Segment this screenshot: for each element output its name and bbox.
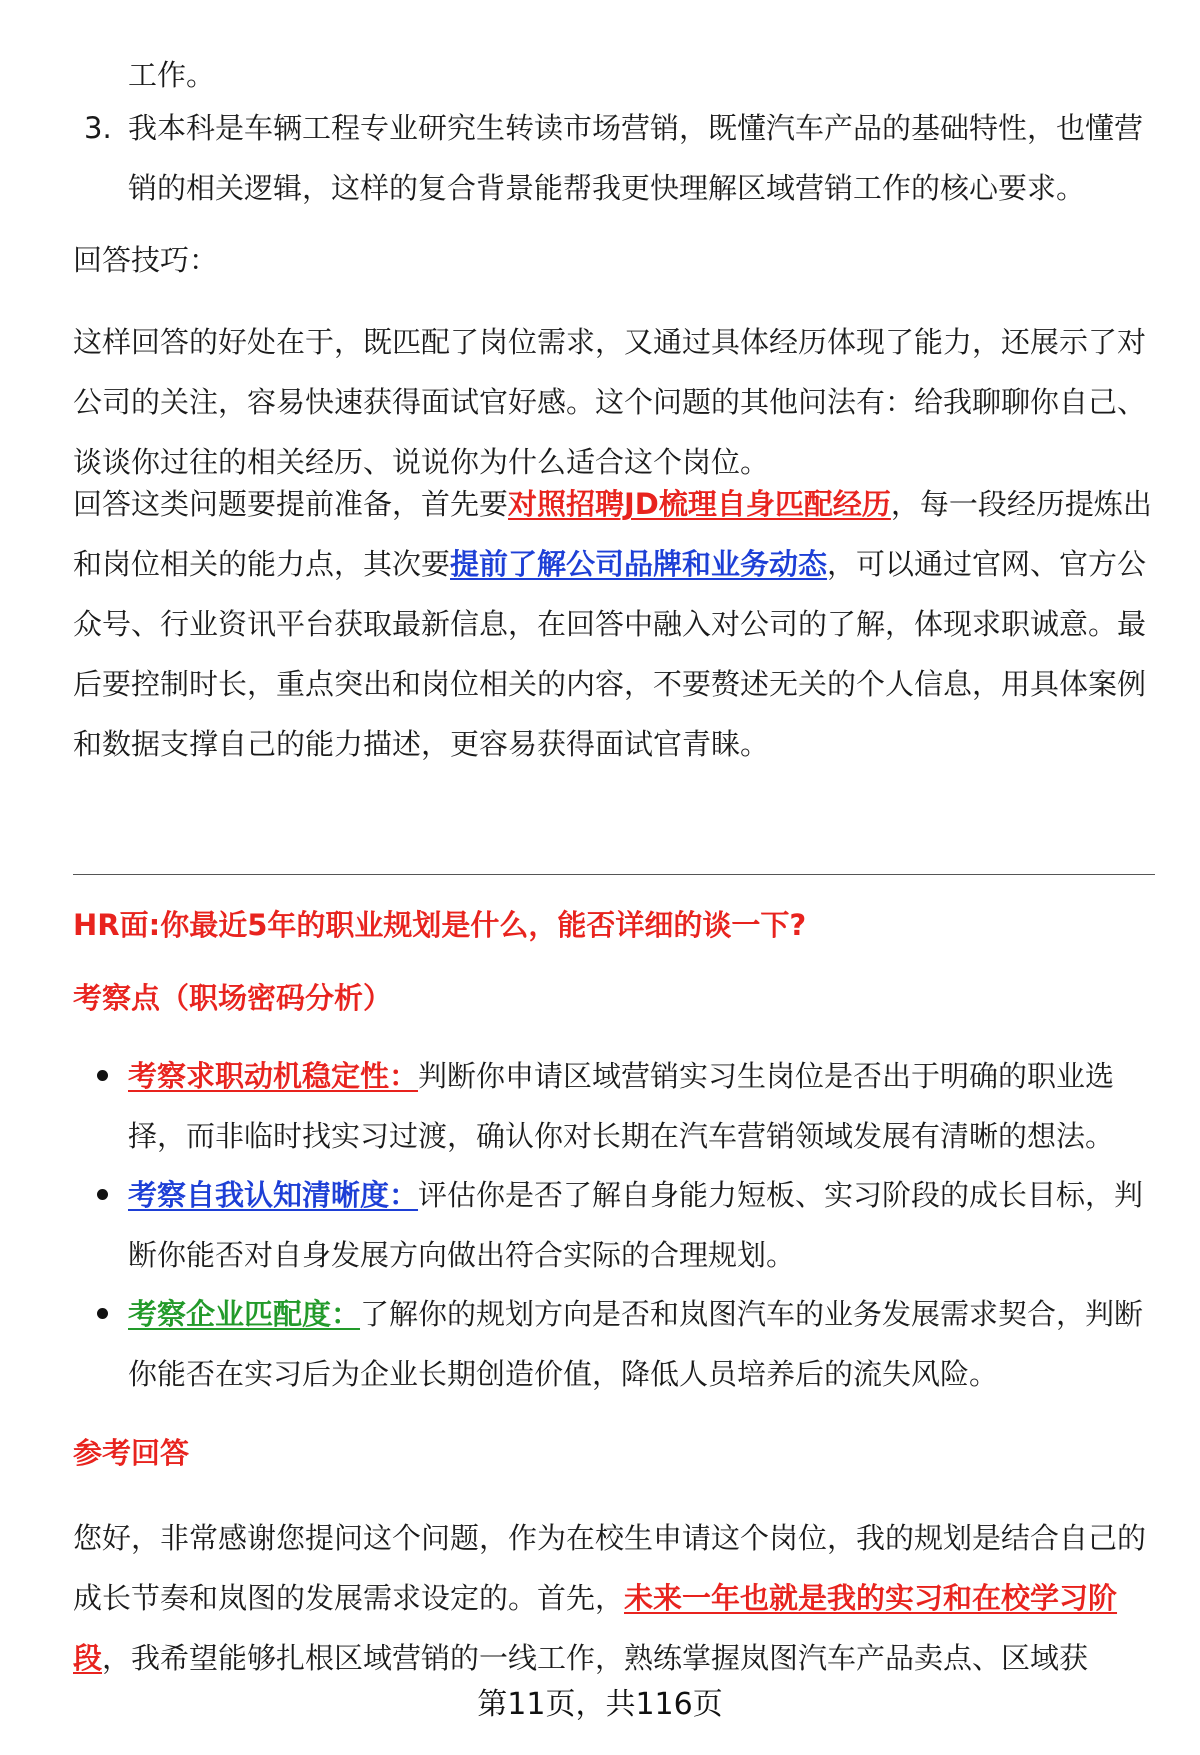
tips-paragraph-2-part-c: ，可以通过官网、官方公众号、行业资讯平台获取最新信息，在回答中融入对公司的了解，体现求职诚意。最后要控制时长，重点突出和岗位相关的内容，不要赘述无关的个人信息，用具体案例和数据支撑自己的能力描述，更容易获得面试官青睐。 [73,547,1147,761]
bullet-icon [97,1308,108,1319]
answer-part-a: 您好，非常感谢您提问这个问题，作为在校生申请这个岗位，我的规划是结合自己的成长节奏和岚图的发展需求设定的。首先， [73,1521,1147,1615]
answer-paragraph [73,1508,1163,1688]
answer-title: 参考回答 [73,1436,190,1470]
point-item-company-fit [128,1284,1168,1404]
highlight-first-year: 未来一年也就是我的实习和在校学习阶段 [73,1581,1118,1675]
section-divider [73,874,1155,875]
highlight-company-research: 提前了解公司品牌和业务动态 [450,547,828,581]
point-text-motivation: 判断你申请区域营销实习生岗位是否出于明确的职业选择，而非临时找实习过渡，确认你对长期在汽车营销领域发展有清晰的想法。 [128,1059,1115,1153]
bullet-icon [97,1070,108,1081]
question-title: HR面:你最近5年的职业规划是什么，能否详细的谈一下? [73,908,807,942]
highlight-jd-matching: 对照招聘JD梳理自身匹配经历 [508,487,891,521]
list-number-3: 3. [84,111,112,145]
page-number: 第11页，共116页 [477,1687,723,1722]
tips-paragraph-1: 这样回答的好处在于，既匹配了岗位需求，又通过具体经历体现了能力，还展示了对公司的关注，容易快速获得面试官好感。这个问题的其他问法有：给我聊聊你自己、谈谈你过往的相关经历、说说你为什么适合这个岗位。 [73,325,1147,479]
list-item-2-tail: 工作。 [128,58,216,92]
point-item-motivation [128,1046,1168,1166]
list-item-3: 我本科是车辆工程专业研究生转读市场营销，既懂汽车产品的基础特性，也懂营销的相关逻辑，这样的复合背景能帮我更快理解区域营销工作的核心要求。 [128,111,1144,205]
tips-title: 回答技巧： [73,243,219,277]
answer-part-b: ，我希望能够扎根区域营销的一线工作，熟练掌握岚图汽车产品卖点、区域获 [102,1641,1089,1675]
points-title: 考察点（职场密码分析） [73,981,393,1015]
point-item-self-awareness [128,1165,1168,1285]
point-label-self-awareness: 考察自我认知清晰度： [128,1178,419,1212]
point-text-company-fit: 了解你的规划方向是否和岚图汽车的业务发展需求契合，判断你能否在实习后为企业长期创造价值，降低人员培养后的流失风险。 [128,1297,1144,1391]
point-label-motivation: 考察求职动机稳定性： [128,1059,419,1093]
tips-paragraph-2-part-a: 回答这类问题要提前准备，首先要 [73,487,509,521]
tips-paragraph-2-part-b: ，每一段经历提炼出和岗位相关的能力点，其次要 [73,487,1152,581]
bullet-icon [97,1189,108,1200]
point-label-company-fit: 考察企业匹配度： [128,1297,361,1331]
tips-paragraph-2 [73,474,1163,774]
point-text-self-awareness: 评估你是否了解自身能力短板、实习阶段的成长目标，判断你能否对自身发展方向做出符合实际的合理规划。 [128,1178,1144,1272]
